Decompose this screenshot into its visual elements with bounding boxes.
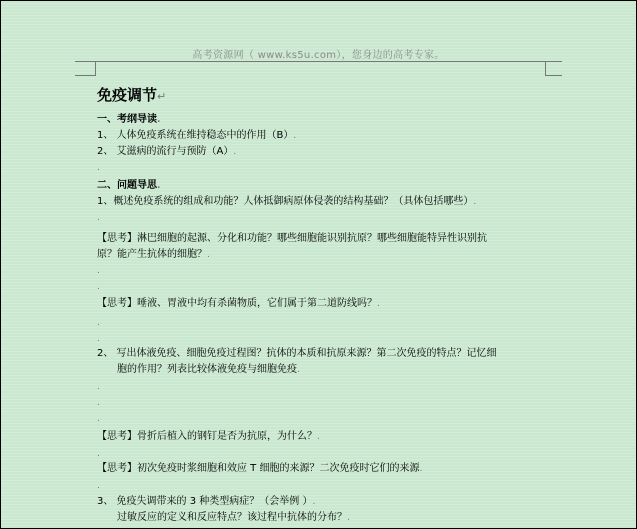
empty-paragraph: . — [97, 382, 100, 392]
page-top-border — [0, 0, 637, 5]
think-1-line-2: 原？能产生抗体的细胞？. — [97, 249, 210, 260]
empty-paragraph: . — [97, 334, 100, 344]
empty-paragraph: . — [97, 398, 100, 408]
empty-paragraph: . — [97, 266, 100, 276]
document-title: 免疫调节↵ — [97, 86, 167, 104]
think-1-line-1: 【思考】淋巴细胞的起源、分化和功能？哪些细胞能识别抗原？哪些细胞能特异性识别抗 — [97, 233, 487, 244]
empty-paragraph: . — [97, 449, 100, 459]
header-rule — [75, 61, 562, 62]
think-3: 【思考】骨折后植入的钢钉是否为抗原，为什么？. — [97, 431, 320, 442]
section1-item-1: 1、 人体免疫系统在维持稳态中的作用（B）. — [97, 130, 297, 141]
section2-heading: 二、问题导思. — [97, 180, 161, 191]
question-3-line-2: 过敏反应的定义和反应特点？该过程中抗体的分布？. — [117, 512, 350, 523]
question-3-line-1: 3、 免疫失调带来的 3 种类型病症？（会举例 ）. — [97, 496, 316, 507]
empty-paragraph: . — [97, 163, 100, 173]
header-right-corner — [545, 61, 546, 76]
header-left-margin-mark — [75, 75, 95, 76]
empty-paragraph: . — [97, 318, 100, 328]
question-1: 1、概述免疫系统的组成和功能？人体抵御病原体侵袭的结构基础？（具体包括哪些）. — [97, 196, 477, 207]
page-left-border — [0, 0, 1, 529]
empty-paragraph: . — [97, 282, 100, 292]
question-2-line-2: 胞的作用？列表比较体液免疫与细胞免疫. — [117, 364, 300, 375]
page-header-text: 高考资源网（ www.ks5u.com），您身边的高考专家。 — [192, 50, 445, 61]
think-4: 【思考】初次免疫时浆细胞和效应 T 细胞的来源？二次免疫时它们的来源. — [97, 463, 423, 474]
header-right-margin-mark — [545, 75, 562, 76]
question-2-line-1: 2、 写出体液免疫、细胞免疫过程图？抗体的本质和抗原来源？第二次免疫的特点？记忆细 — [97, 348, 497, 359]
think-2: 【思考】唾液、胃液中均有杀菌物质，它们属于第二道防线吗？. — [97, 298, 380, 309]
empty-paragraph: . — [97, 481, 100, 491]
empty-paragraph: . — [97, 414, 100, 424]
section1-heading: 一、考纲导读. — [97, 114, 161, 125]
section1-item-2: 2、 艾滋病的流行与预防（A）. — [97, 146, 237, 157]
header-left-corner — [95, 61, 96, 76]
empty-paragraph: . — [97, 213, 100, 223]
